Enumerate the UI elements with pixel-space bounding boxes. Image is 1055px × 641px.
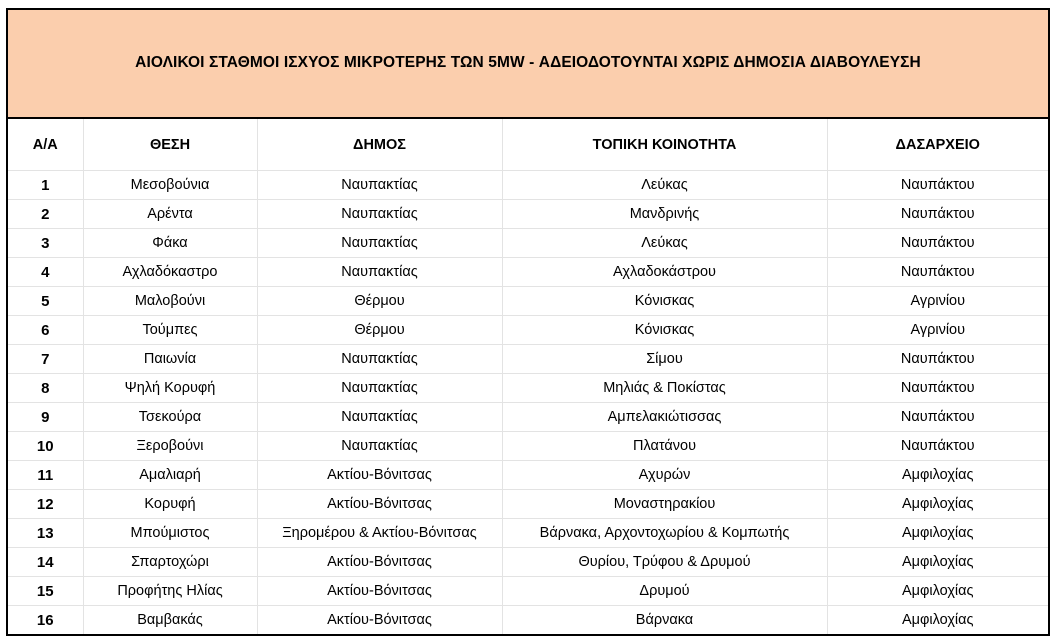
cell-forestry[interactable]: Ναυπάκτου — [827, 171, 1048, 200]
cell-location[interactable]: Προφήτης Ηλίας — [83, 577, 257, 606]
cell-municipality[interactable]: Ναυπακτίας — [257, 403, 502, 432]
cell-municipality[interactable]: Ναυπακτίας — [257, 229, 502, 258]
header-community: ΤΟΠΙΚΗ ΚΟΙΝΟΤΗΤΑ — [502, 119, 827, 171]
cell-location[interactable]: Τούμπες — [83, 316, 257, 345]
cell-location[interactable]: Ψηλή Κορυφή — [83, 374, 257, 403]
cell-community[interactable]: Βάρνακα — [502, 606, 827, 635]
cell-forestry[interactable]: Ναυπάκτου — [827, 229, 1048, 258]
cell-forestry[interactable]: Ναυπάκτου — [827, 374, 1048, 403]
cell-location[interactable]: Μπούμιστος — [83, 519, 257, 548]
cell-community[interactable]: Θυρίου, Τρύφου & Δρυμού — [502, 548, 827, 577]
cell-forestry[interactable]: Αμφιλοχίας — [827, 519, 1048, 548]
cell-forestry[interactable]: Ναυπάκτου — [827, 345, 1048, 374]
spreadsheet-table — [6, 8, 1050, 636]
cell-community[interactable]: Αχυρών — [502, 461, 827, 490]
cell-municipality[interactable]: Ακτίου-Βόνιτσας — [257, 490, 502, 519]
cell-location[interactable]: Σπαρτοχώρι — [83, 548, 257, 577]
cell-forestry[interactable]: Ναυπάκτου — [827, 200, 1048, 229]
cell-municipality[interactable]: Ναυπακτίας — [257, 171, 502, 200]
cell-aa[interactable]: 14 — [8, 548, 83, 577]
cell-forestry[interactable]: Αμφιλοχίας — [827, 577, 1048, 606]
title-cell — [8, 10, 1048, 119]
table-row — [8, 258, 1048, 287]
cell-community[interactable]: Μανδρινής — [502, 200, 827, 229]
cell-community[interactable]: Λεύκας — [502, 229, 827, 258]
table-row — [8, 606, 1048, 635]
table-row — [8, 461, 1048, 490]
header-location: ΘΕΣΗ — [83, 119, 257, 171]
cell-community[interactable]: Αμπελακιώτισσας — [502, 403, 827, 432]
cell-location[interactable]: Παιωνία — [83, 345, 257, 374]
table-row — [8, 577, 1048, 606]
cell-aa[interactable]: 12 — [8, 490, 83, 519]
cell-aa[interactable]: 11 — [8, 461, 83, 490]
cell-municipality[interactable]: Ακτίου-Βόνιτσας — [257, 461, 502, 490]
table-row — [8, 374, 1048, 403]
cell-community[interactable]: Μοναστηρακίου — [502, 490, 827, 519]
cell-location[interactable]: Ξεροβούνι — [83, 432, 257, 461]
cell-forestry[interactable]: Ναυπάκτου — [827, 258, 1048, 287]
cell-location[interactable]: Βαμβακάς — [83, 606, 257, 635]
header-aa: Α/Α — [8, 119, 83, 171]
table-row — [8, 287, 1048, 316]
cell-community[interactable]: Αχλαδοκάστρου — [502, 258, 827, 287]
cell-aa[interactable]: 8 — [8, 374, 83, 403]
cell-aa[interactable]: 6 — [8, 316, 83, 345]
cell-aa[interactable]: 16 — [36, 611, 54, 629]
cell-municipality[interactable]: Ναυπακτίας — [257, 374, 502, 403]
cell-location[interactable]: Φάκα — [83, 229, 257, 258]
cell-municipality[interactable]: Ναυπακτίας — [257, 345, 502, 374]
cell-aa[interactable]: 1 — [8, 171, 83, 200]
cell-location[interactable]: Μαλοβούνι — [83, 287, 257, 316]
wind-stations-grid — [8, 119, 1048, 634]
cell-aa[interactable]: 7 — [8, 345, 83, 374]
cell-aa[interactable]: 13 — [8, 519, 83, 548]
header-forestry: ΔΑΣΑΡΧΕΙΟ — [827, 119, 1048, 171]
table-row — [8, 229, 1048, 258]
table-row — [8, 519, 1048, 548]
cell-forestry[interactable]: Αμφιλοχίας — [827, 490, 1048, 519]
cell-community[interactable]: Λεύκας — [502, 171, 827, 200]
cell-municipality[interactable]: Ακτίου-Βόνιτσας — [257, 606, 502, 635]
cell-aa[interactable]: 10 — [8, 432, 83, 461]
cell-aa[interactable]: 5 — [8, 287, 83, 316]
cell-forestry[interactable]: Ναυπάκτου — [827, 432, 1048, 461]
cell-municipality[interactable]: Ακτίου-Βόνιτσας — [257, 577, 502, 606]
cell-municipality[interactable]: Θέρμου — [257, 287, 502, 316]
header-row — [8, 119, 1048, 171]
cell-aa[interactable]: 9 — [8, 403, 83, 432]
cell-forestry[interactable]: Αγρινίου — [827, 287, 1048, 316]
cell-community[interactable]: Δρυμού — [502, 577, 827, 606]
cell-location[interactable]: Κορυφή — [83, 490, 257, 519]
cell-municipality[interactable]: Ναυπακτίας — [257, 258, 502, 287]
cell-municipality[interactable]: Ακτίου-Βόνιτσας — [257, 548, 502, 577]
cell-municipality[interactable]: Θέρμου — [257, 316, 502, 345]
cell-aa[interactable]: 3 — [8, 229, 83, 258]
cell-municipality[interactable]: Ναυπακτίας — [257, 432, 502, 461]
table-row — [8, 432, 1048, 461]
cell-municipality[interactable]: Ξηρομέρου & Ακτίου-Βόνιτσας — [257, 519, 502, 548]
cell-aa[interactable]: 4 — [8, 258, 83, 287]
table-body — [8, 171, 1048, 635]
table-row — [8, 345, 1048, 374]
header-municipality: ΔΗΜΟΣ — [257, 119, 502, 171]
cell-community[interactable]: Βάρνακα, Αρχοντοχωρίου & Κομπωτής — [502, 519, 827, 548]
cell-community[interactable]: Σίμου — [502, 345, 827, 374]
table-row — [8, 548, 1048, 577]
cell-forestry[interactable]: Αμφιλοχίας — [827, 548, 1048, 577]
table-row — [8, 403, 1048, 432]
cell-forestry[interactable]: Ναυπάκτου — [827, 403, 1048, 432]
table-row — [8, 200, 1048, 229]
cell-location[interactable]: Μεσοβούνια — [83, 171, 257, 200]
cell-location[interactable]: Αχλαδόκαστρο — [83, 258, 257, 287]
cell-community[interactable]: Πλατάνου — [502, 432, 827, 461]
table-row — [8, 316, 1048, 345]
cell-location[interactable]: Αρέντα — [83, 200, 257, 229]
cell-municipality[interactable]: Ναυπακτίας — [257, 200, 502, 229]
cell-forestry[interactable]: Αμφιλοχίας — [827, 606, 1048, 635]
cell-community[interactable]: Κόνισκας — [502, 316, 827, 345]
table-row — [8, 171, 1048, 200]
cell-aa[interactable]: 2 — [8, 200, 83, 229]
table-row — [8, 490, 1048, 519]
cell-community[interactable]: Κόνισκας — [502, 287, 827, 316]
cell-community[interactable]: Μηλιάς & Ποκίστας — [502, 374, 827, 403]
cell-forestry[interactable]: Αγρινίου — [827, 316, 1048, 345]
cell-forestry[interactable]: Αμφιλοχίας — [827, 461, 1048, 490]
cell-aa[interactable]: 15 — [8, 577, 83, 606]
table-title: ΑΙΟΛΙΚΟΙ ΣΤΑΘΜΟΙ ΙΣΧΥΟΣ ΜΙΚΡΟΤΕΡΗΣ ΤΩΝ 5MW - ΑΔΕΙΟΔΟΤΟΥΝΤΑΙ ΧΩΡΙΣ ΔΗΜΟΣΙΑ ΔΙΑΒΟΥΛΕΥΣΗ — [135, 54, 921, 71]
cell-location[interactable]: Τσεκούρα — [83, 403, 257, 432]
cell-location[interactable]: Αμαλιαρή — [83, 461, 257, 490]
